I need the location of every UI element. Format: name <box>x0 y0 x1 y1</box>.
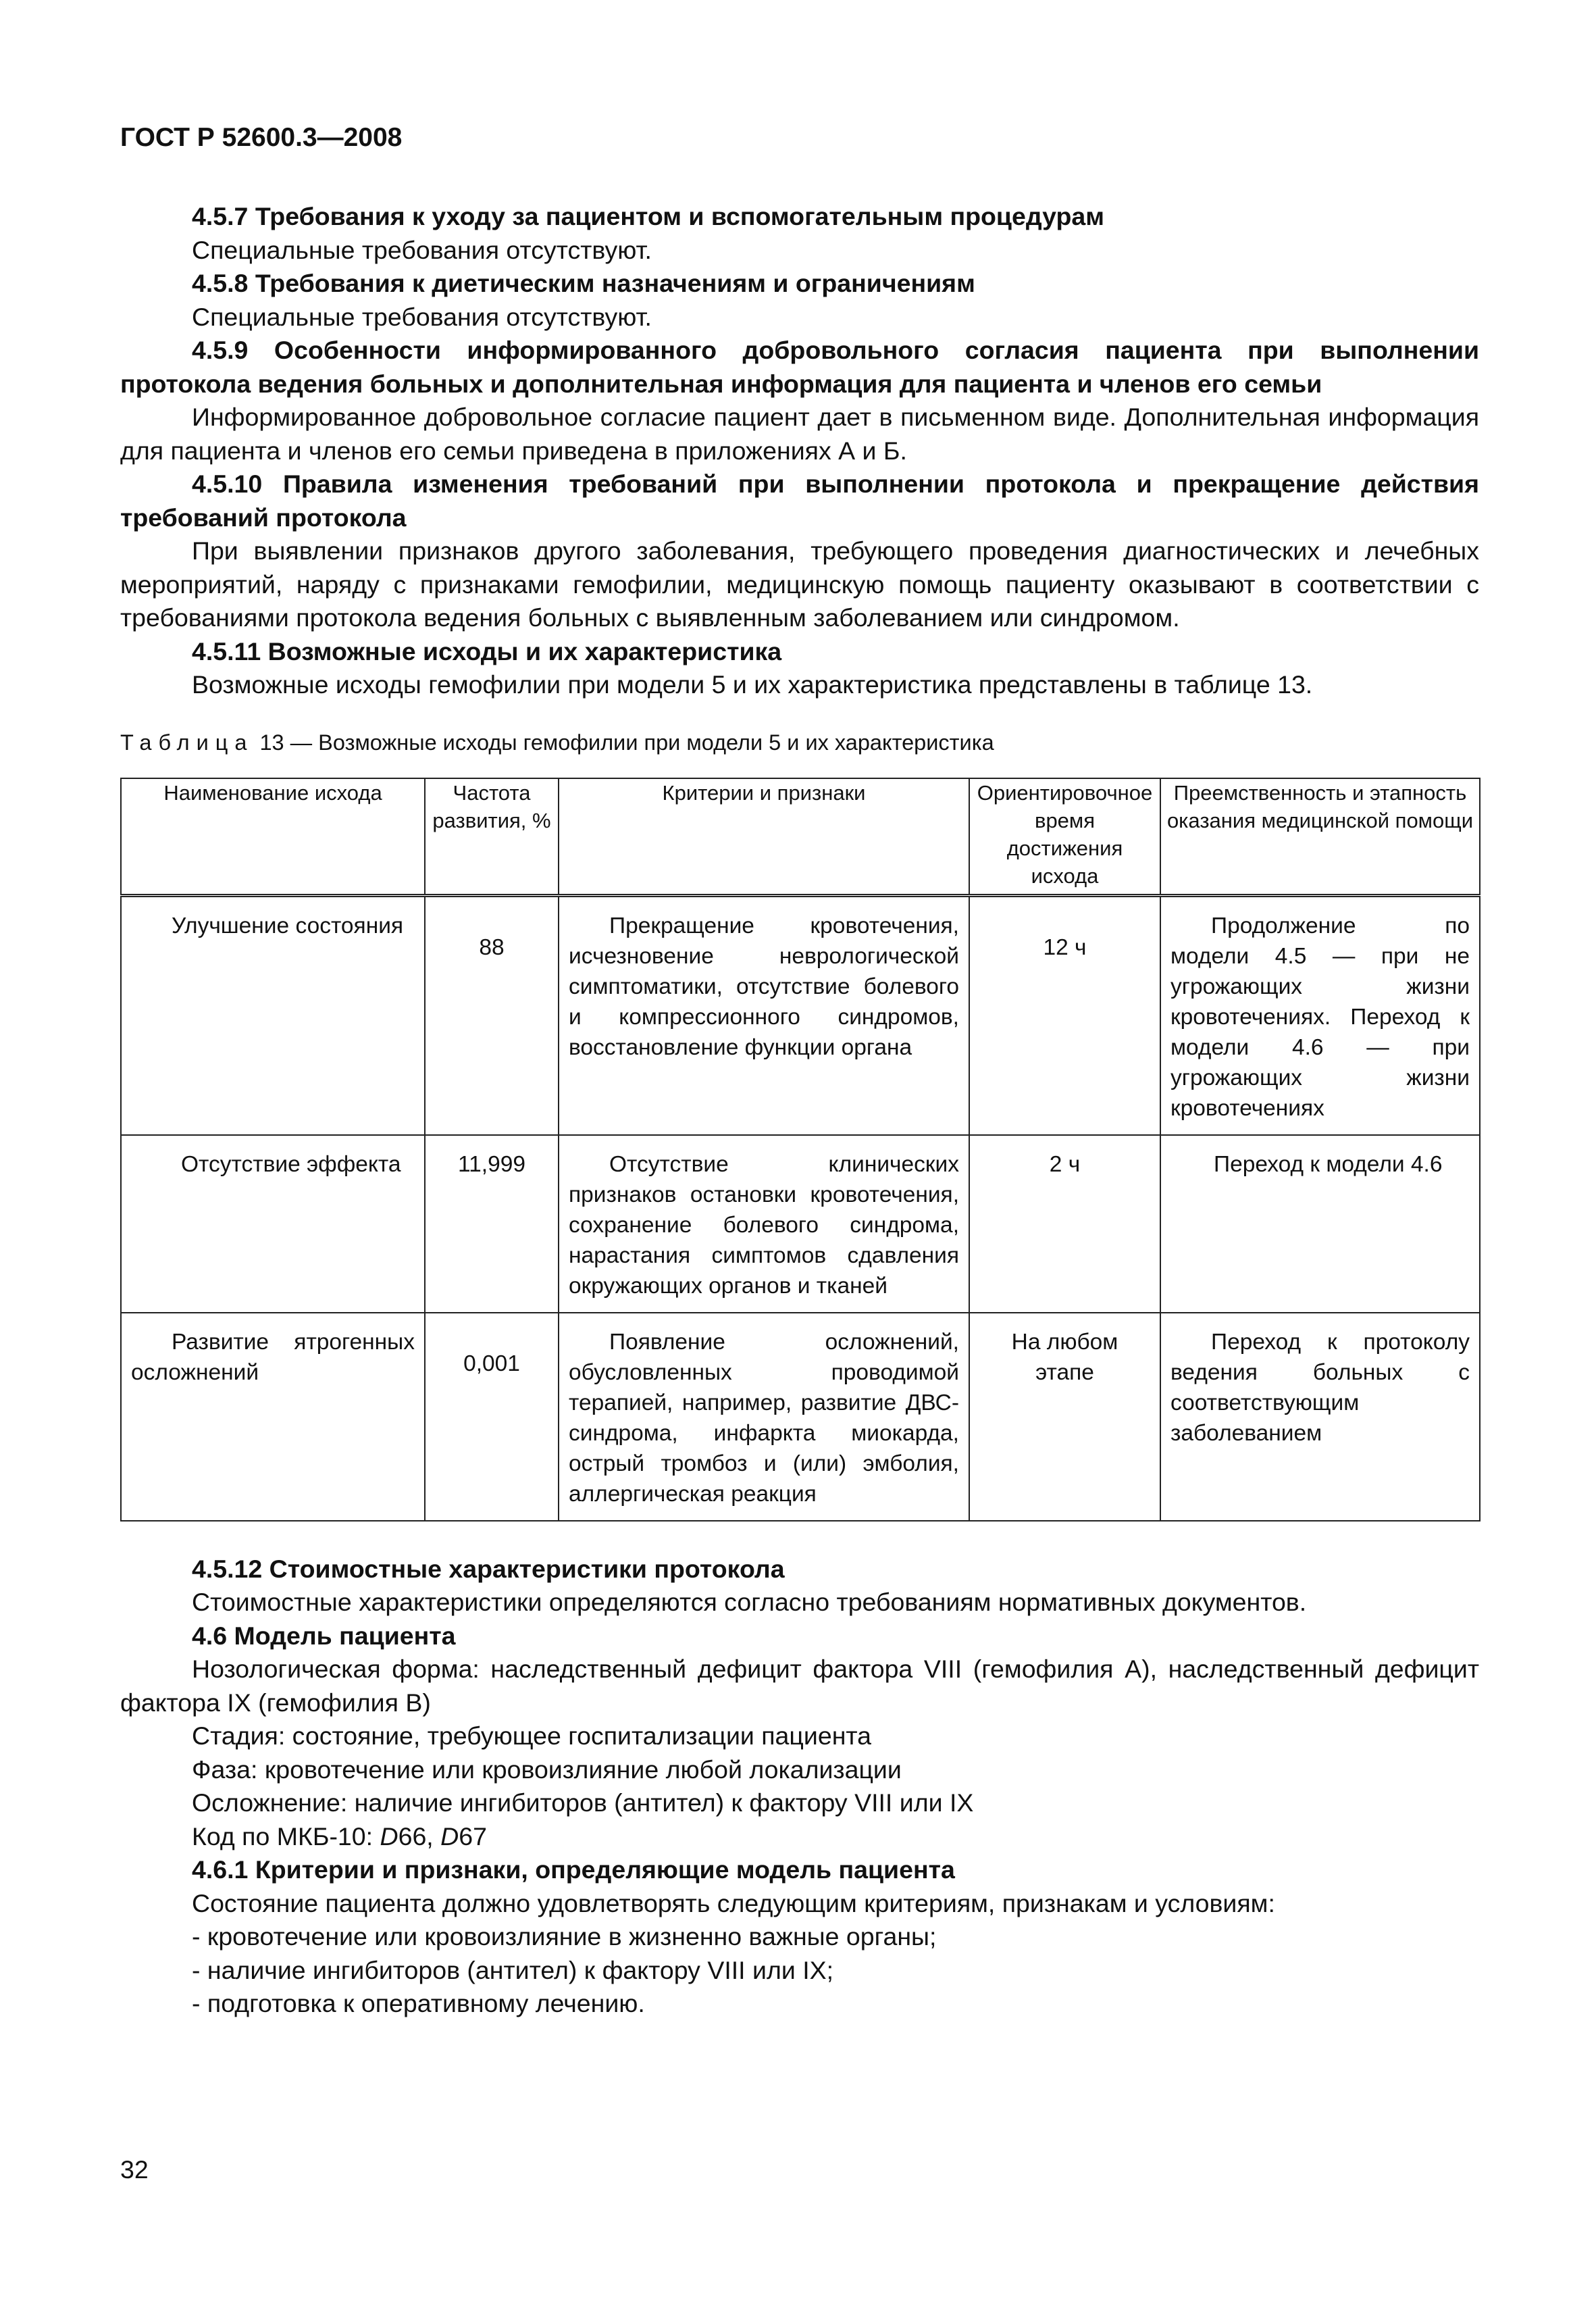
row-continuity: Переход к модели 4.6 <box>1160 1135 1480 1313</box>
table-row <box>121 1313 1480 1521</box>
section-4-5-9-title: 4.5.9 Особенности информированного добровольного согласия пациента при выполнении протокола ведения больных и дополнительная информация для пациента и членов его семьи <box>120 336 1479 398</box>
table-header-row <box>121 778 1480 896</box>
phase-text: Фаза: кровотечение или кровоизлияние любой локализации <box>192 1755 902 1784</box>
outcomes-table <box>120 778 1481 1521</box>
table-caption-title: 13 — Возможные исходы гемофилии при модели 5 и их характеристика <box>259 730 994 755</box>
section-4-5-8-title: 4.5.8 Требования к диетическим назначениям и ограничениям <box>192 269 975 297</box>
list-item: - кровотечение или кровоизлияние в жизненно важные органы; <box>192 1922 937 1951</box>
row-criteria: Отсутствие клинических признаков остановки кровотечения, сохранение болевого синдрома, нарастания симптомов сдавления окружающих органов и тканей <box>559 1135 969 1313</box>
complication-text: Осложнение: наличие ингибиторов (антител) к фактору VIII или IX <box>192 1788 974 1817</box>
header-frequency: Частота развития, % <box>425 778 559 896</box>
list-item: - наличие ингибиторов (антител) к фактору VIII или IX; <box>192 1955 834 1984</box>
section-4-6-1-title: 4.6.1 Критерии и признаки, определяющие модель пациента <box>192 1855 955 1884</box>
icd-code-text <box>120 1820 1479 1854</box>
header-time: Ориентировочное время достижения исхода <box>969 778 1160 896</box>
criteria-intro: Состояние пациента должно удовлетворять следующим критериям, признакам и условиям: <box>192 1888 1275 1917</box>
icd-code-letter: D <box>380 1821 398 1851</box>
icd-label: Код по МКБ-10: <box>192 1821 380 1851</box>
row-frequency: 11,999 <box>425 1135 559 1313</box>
row-outcome: Отсутствие эффекта <box>121 1135 425 1313</box>
icd-code-letter: D <box>440 1821 459 1851</box>
table-row <box>121 895 1480 1135</box>
section-4-5-12-text: Стоимостные характеристики определяются согласно требованиям нормативных документов. <box>192 1588 1307 1616</box>
section-4-5-11-text: Возможные исходы гемофилии при модели 5 и их характеристика представлены в таблице 13. <box>192 670 1313 699</box>
section-4-5-12-title: 4.5.12 Стоимостные характеристики протокола <box>192 1554 785 1583</box>
row-time: 2 ч <box>969 1135 1160 1313</box>
row-criteria: Прекращение кровотечения, исчезновение неврологической симптоматики, отсутствие болевого и компрессионного синдромов, восстановление функции органа <box>559 895 969 1135</box>
section-4-5-7-title: 4.5.7 Требования к уходу за пациентом и вспомогательным процедурам <box>192 202 1104 230</box>
document-body <box>120 200 1479 2021</box>
table-caption-label: Таблица <box>120 730 254 755</box>
nosology-text: Нозологическая форма: наследственный дефицит фактора VIII (гемофилия А), наследственный дефицит фактора IX (гемофилия В) <box>120 1655 1479 1717</box>
section-4-5-7-text: Специальные требования отсутствуют. <box>192 235 652 264</box>
header-outcome-name: Наименование исхода <box>121 778 425 896</box>
table-row <box>121 1135 1480 1313</box>
row-continuity: Продолжение по модели 4.5 — при не угрожающих жизни кровотечениях. Переход к модели 4.6 — при угрожающих жизни кровотечениях <box>1160 895 1480 1135</box>
section-4-5-11-title: 4.5.11 Возможные исходы и их характеристика <box>192 636 782 665</box>
row-outcome: Развитие ятрогенных осложнений <box>121 1313 425 1521</box>
section-4-5-10-text: При выявлении признаков другого заболевания, требующего проведения диагностических и лечебных мероприятий, наряду с признаками гемофилии, медицинскую помощь пациенту оказывают в соответствии с требованиями протокола ведения больных с выявленным заболеванием или синдромом. <box>120 536 1479 632</box>
icd-code-number: 67 <box>459 1821 487 1851</box>
table-13-caption <box>120 728 1479 757</box>
row-outcome: Улучшение состояния <box>121 895 425 1135</box>
row-frequency: 88 <box>425 895 559 1135</box>
row-continuity: Переход к протоколу ведения больных с соответствующим заболеванием <box>1160 1313 1480 1521</box>
row-criteria: Появление осложнений, обусловленных проводимой терапией, например, развитие ДВС-синдрома, инфаркта миокарда, острый тромбоз и (или) эмболия, аллергическая реакция <box>559 1313 969 1521</box>
after-table-content <box>120 1553 1479 2021</box>
list-item: - подготовка к оперативному лечению. <box>192 1989 645 2017</box>
row-frequency: 0,001 <box>425 1313 559 1521</box>
section-4-5-8-text: Специальные требования отсутствуют. <box>192 302 652 331</box>
row-time: 12 ч <box>969 895 1160 1135</box>
section-4-5-9-text: Информированное добровольное согласие пациент дает в письменном виде. Дополнительная информация для пациента и членов его семьи приведена в приложениях А и Б. <box>120 403 1479 465</box>
page-number: 32 <box>120 2155 149 2184</box>
row-time: На любом этапе <box>969 1313 1160 1521</box>
icd-code-number: 66, <box>398 1821 441 1851</box>
header-criteria: Критерии и признаки <box>559 778 969 896</box>
section-4-5-10-title: 4.5.10 Правила изменения требований при выполнении протокола и прекращение действия требований протокола <box>120 470 1479 532</box>
header-continuity: Преемственность и этапность оказания медицинской помощи <box>1160 778 1480 896</box>
section-4-6-title: 4.6 Модель пациента <box>192 1621 456 1650</box>
stage-text: Стадия: состояние, требующее госпитализации пациента <box>192 1721 872 1750</box>
standard-id-header: ГОСТ Р 52600.3—2008 <box>120 123 403 152</box>
